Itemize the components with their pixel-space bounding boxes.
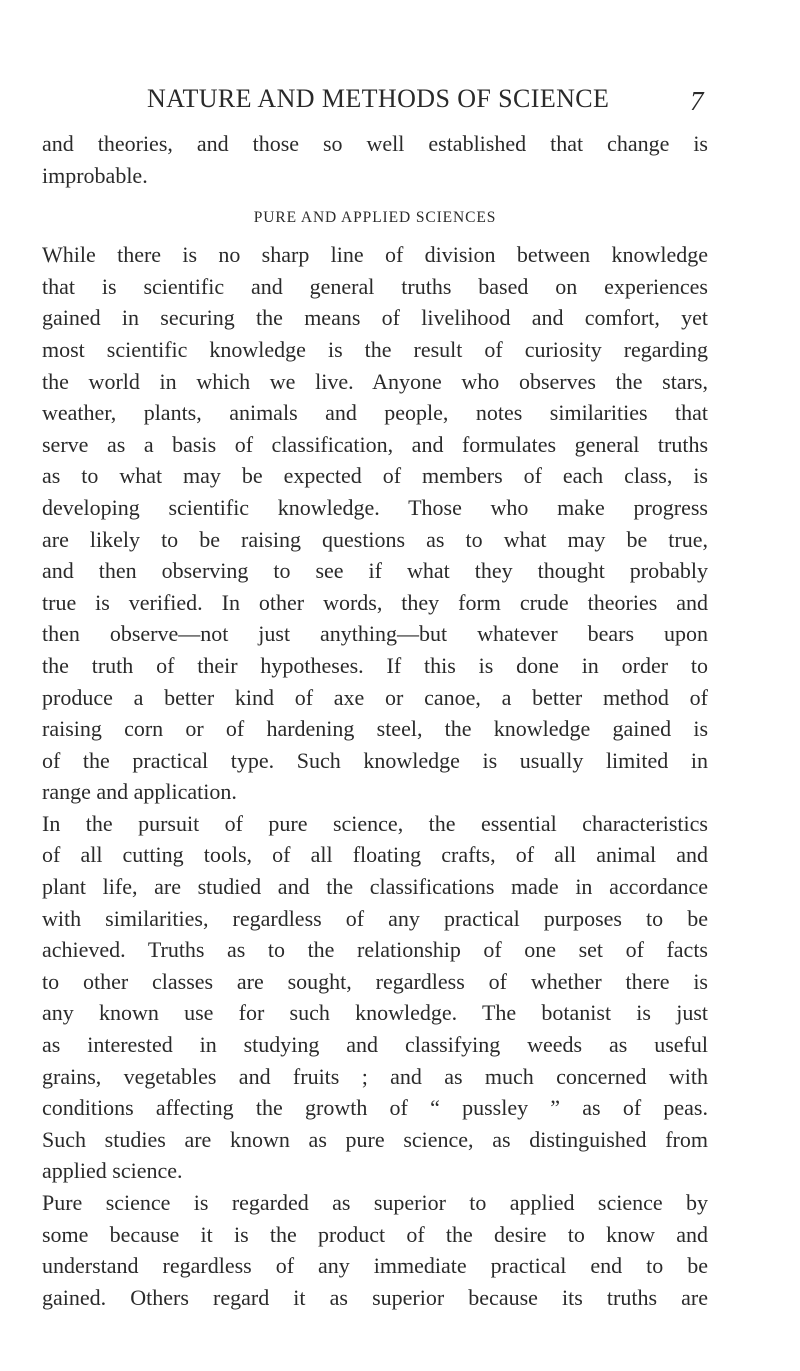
paragraph-3 xyxy=(42,1187,708,1313)
text-line: serve as a basis of classification, and formulates general truths xyxy=(42,431,708,457)
text-line: most scientific knowledge is the result of curiosity regarding xyxy=(42,336,708,362)
text-line: applied science. xyxy=(42,1158,183,1184)
text-line: conditions affecting the growth of “ pussley ” as of peas. xyxy=(42,1095,708,1121)
text-line: produce a better kind of axe or canoe, a better method of xyxy=(42,684,708,710)
text-line: grains, vegetables and fruits ; and as much concerned with xyxy=(42,1063,708,1089)
intro-paragraph xyxy=(42,128,708,191)
text-line: and then observing to see if what they thought probably xyxy=(42,558,708,584)
text-line: raising corn or of hardening steel, the knowledge gained is xyxy=(42,716,708,742)
text-line: that is scientific and general truths based on experiences xyxy=(42,273,708,299)
text-line: Pure science is regarded as superior to applied science by xyxy=(42,1190,708,1215)
running-title: NATURE AND METHODS OF SCIENCE xyxy=(147,84,610,113)
text-line: the world in which we live. Anyone who observes the stars, xyxy=(42,368,708,394)
text-line: improbable. xyxy=(42,162,148,188)
text-line: are likely to be raising questions as to what may be true, xyxy=(42,526,708,552)
text-line: Such studies are known as pure science, as distinguished from xyxy=(42,1126,708,1152)
text-line: with similarities, regardless of any practical purposes to be xyxy=(42,905,708,931)
text-line: and theories, and those so well established that change is xyxy=(42,131,708,156)
text-line: then observe—not just anything—but whatever bears upon xyxy=(42,621,708,647)
text-line: as to what may be expected of members of each class, is xyxy=(42,463,708,489)
text-line: plant life, are studied and the classifications made in accordance xyxy=(42,874,708,900)
text-line: as interested in studying and classifying weeds as useful xyxy=(42,1032,708,1058)
text-line: true is verified. In other words, they form crude theories and xyxy=(42,589,708,615)
text-line: to other classes are sought, regardless of whether there is xyxy=(42,968,708,994)
paragraph-1 xyxy=(42,239,708,808)
text-line: of the practical type. Such knowledge is usually limited in xyxy=(42,747,708,773)
body-text xyxy=(42,128,708,1313)
text-line: weather, plants, animals and people, notes similarities that xyxy=(42,400,708,426)
text-line: understand regardless of any immediate practical end to be xyxy=(42,1253,708,1279)
page-number: 7 xyxy=(690,86,704,116)
text-line: achieved. Truths as to the relationship of one set of facts xyxy=(42,937,708,963)
text-line: gained. Others regard it as superior because its truths are xyxy=(42,1284,708,1310)
text-line: the truth of their hypotheses. If this is done in order to xyxy=(42,652,708,678)
text-line: While there is no sharp line of division between knowledge xyxy=(42,242,708,268)
text-line: of all cutting tools, of all floating crafts, of all animal and xyxy=(42,842,708,868)
text-line: any known use for such knowledge. The botanist is just xyxy=(42,1000,708,1026)
running-head xyxy=(0,82,800,122)
text-line: gained in securing the means of livelihood and comfort, yet xyxy=(42,305,708,331)
paragraph-2 xyxy=(42,808,708,1187)
text-line: In the pursuit of pure science, the essential characteristics xyxy=(42,810,708,836)
section-heading: PURE AND APPLIED SCIENCES xyxy=(253,209,497,227)
text-line: some because it is the product of the desire to know and xyxy=(42,1221,708,1247)
text-line: developing scientific knowledge. Those who make progress xyxy=(42,494,708,520)
text-line: range and application. xyxy=(42,779,237,805)
